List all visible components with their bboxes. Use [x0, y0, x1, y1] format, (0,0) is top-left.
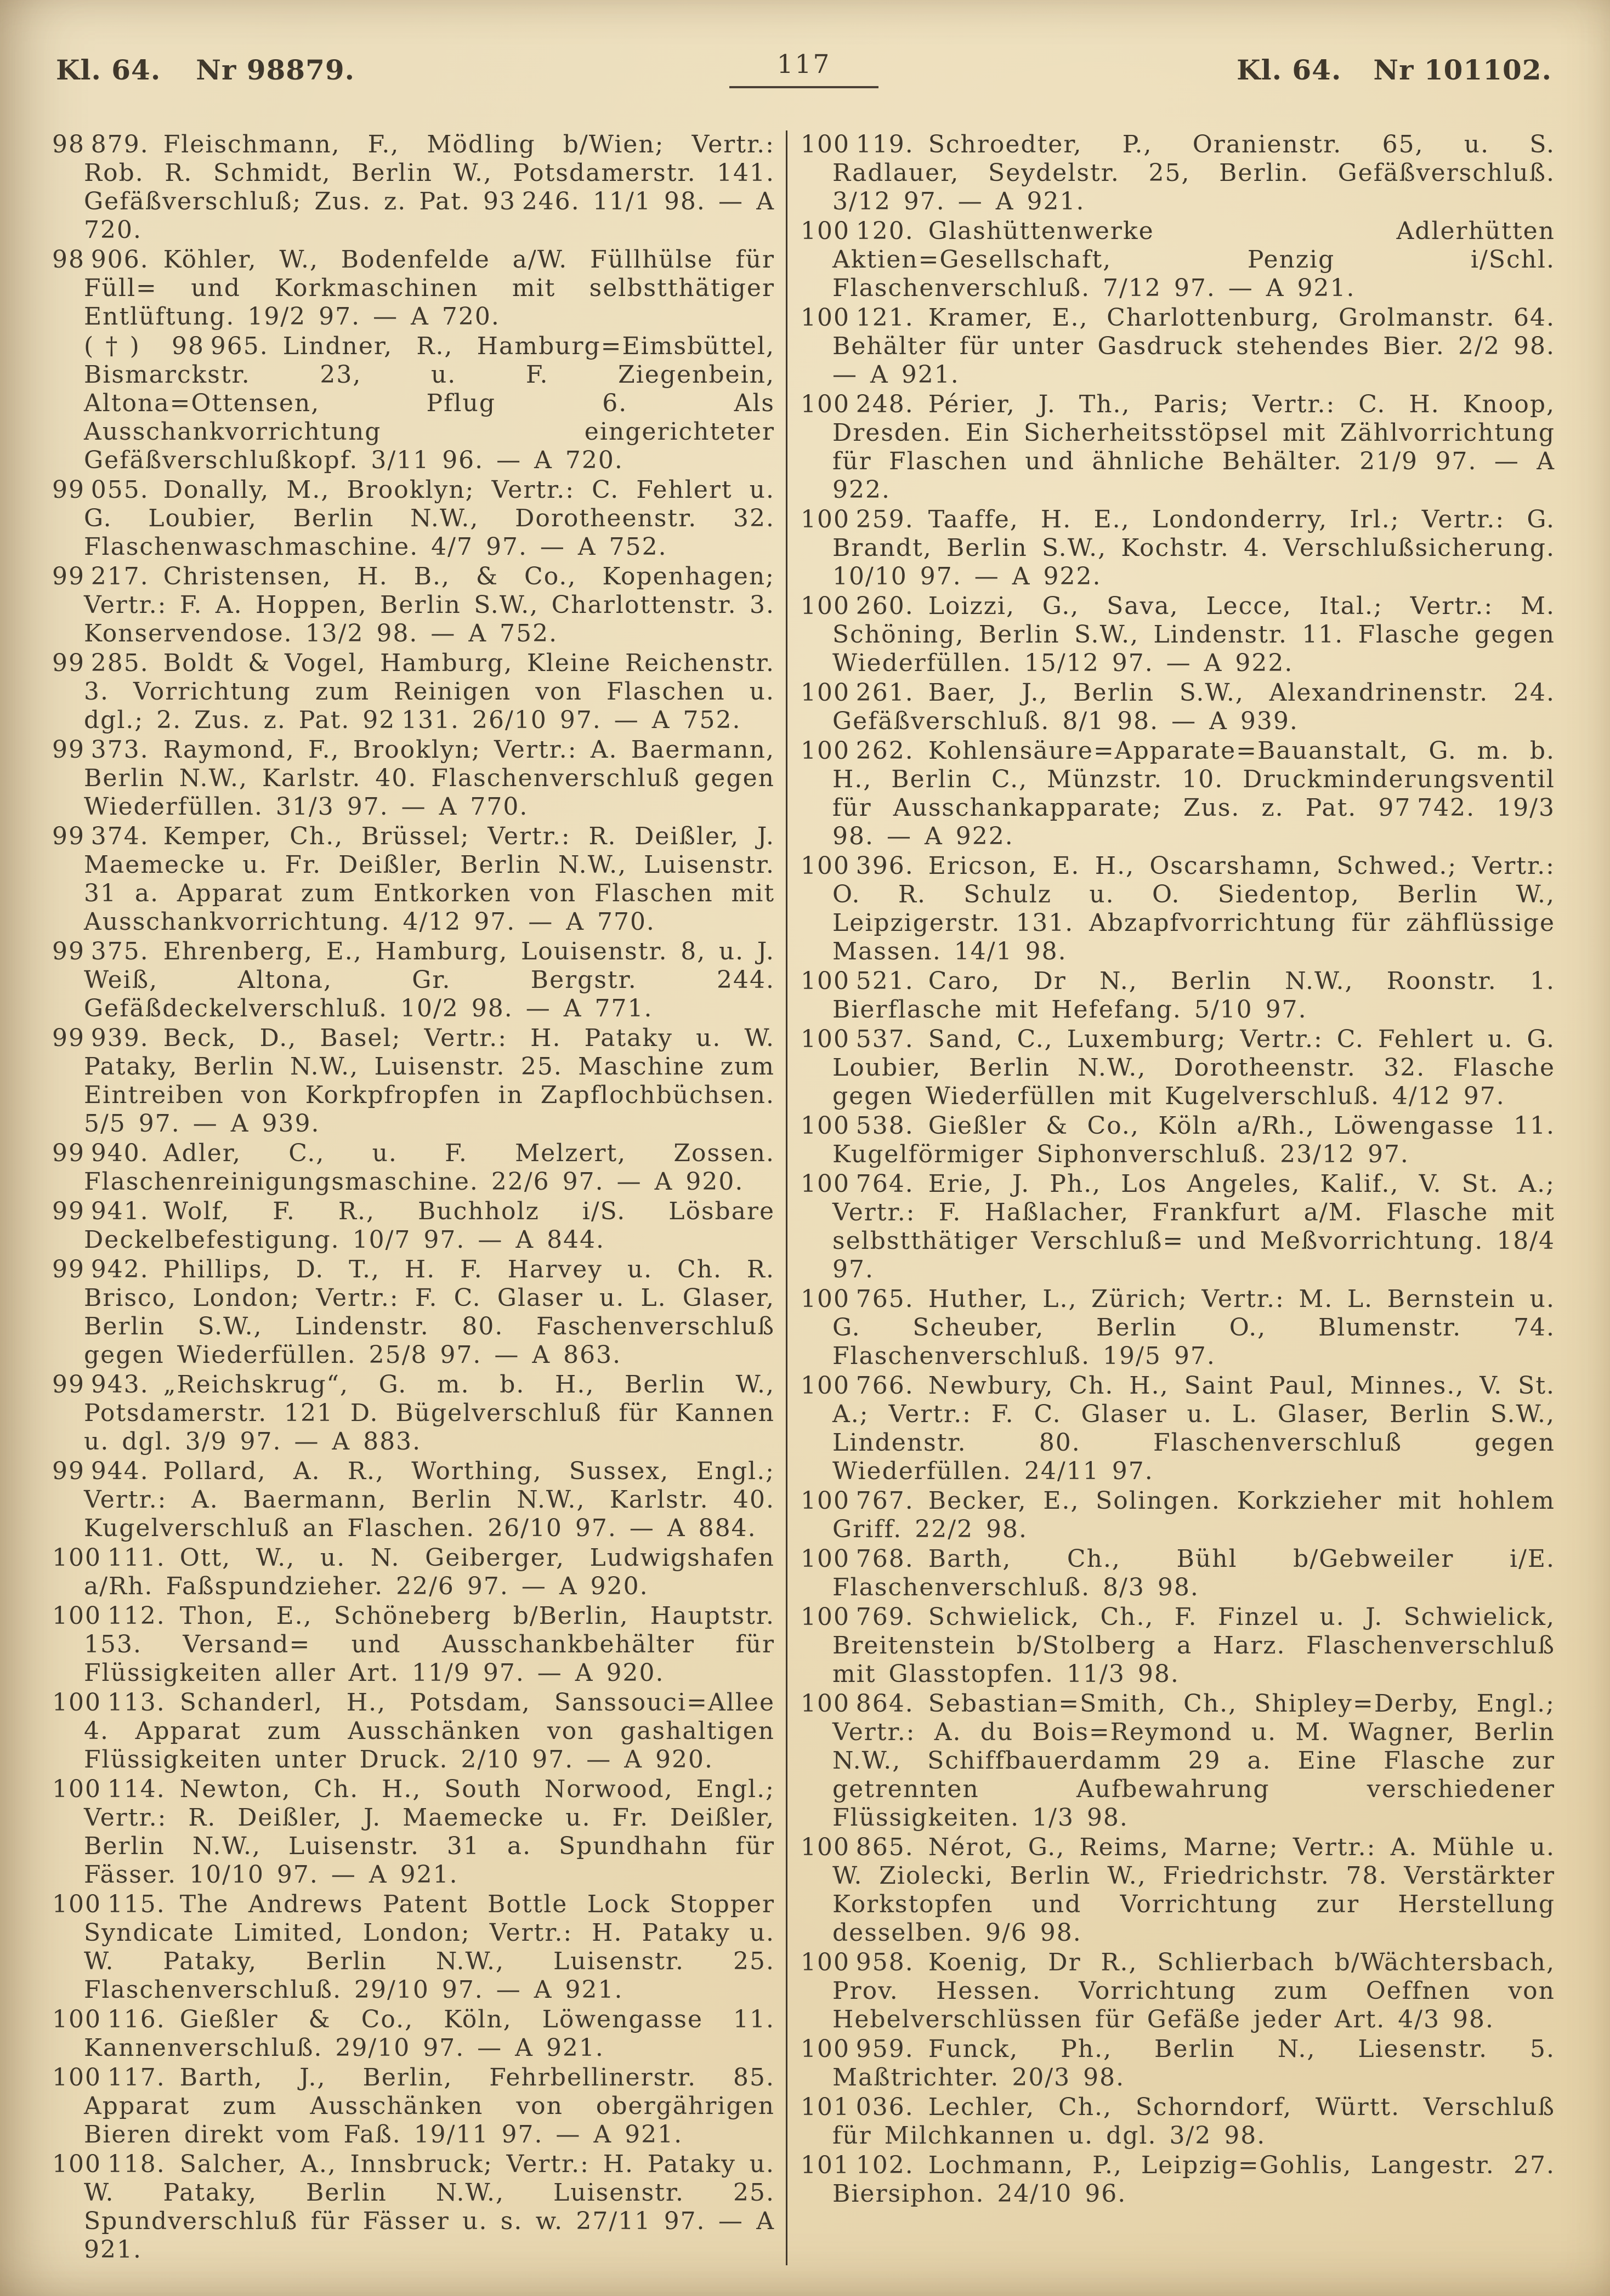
entry-text: Newbury, Ch. H., Saint Paul, Minnes., V. St. A.; Vertr.: F. C. Glaser u. L. Glaser, Berlin S.W., Lindenstr. 80. Flaschenverschluß gegen Wiederfüllen. 24/11 97.: [832, 1372, 1555, 1485]
patent-number: 100 111.: [52, 1544, 166, 1572]
patent-entry: [801, 304, 1555, 389]
entry-text: Gießler & Co., Köln, Löwengasse 11. Kannenverschluß. 29/10 97. — A 921.: [84, 2005, 775, 2062]
patent-entry: [52, 130, 775, 245]
text-columns: [52, 130, 1555, 2265]
entry-text: Ott, W., u. N. Geiberger, Ludwigshafen a/Rh. Faßspundzieher. 22/6 97. — A 920.: [84, 1544, 775, 1600]
entry-text: Glashüttenwerke Adlerhütten Aktien=Gesellschaft, Penzig i/Schl. Flaschenverschluß. 7/12 97. — A 921.: [832, 217, 1555, 302]
entry-text: Taaffe, H. E., Londonderry, Irl.; Vertr.: G. Brandt, Berlin S.W., Kochstr. 4. Verschlußsicherung. 10/10 97. — A 922.: [832, 505, 1555, 590]
entry-text: Adler, C., u. F. Melzert, Zossen. Flaschenreinigungsmaschine. 22/6 97. — A 920.: [84, 1139, 775, 1196]
patent-number: 100 117.: [52, 2064, 166, 2092]
patent-entry: [801, 1025, 1555, 1111]
patent-number: 100 765.: [801, 1285, 914, 1313]
patent-entry: [52, 562, 775, 648]
patent-entry: [52, 2150, 775, 2264]
patent-entry: [801, 1545, 1555, 1602]
patent-entry: [801, 852, 1555, 966]
patent-entry: [52, 1197, 775, 1254]
patent-number: 100 121.: [801, 304, 914, 332]
column-divider: [786, 130, 787, 2265]
entry-text: Kemper, Ch., Brüssel; Vertr.: R. Deißler, J. Maemecke u. Fr. Deißler, Berlin N.W., Luisenstr. 31 a. Apparat zum Entkorken von Flaschen mit Ausschankvorrichtung. 4/12 97. — A 770.: [84, 822, 775, 936]
patent-number: 100 112.: [52, 1602, 166, 1630]
patent-number: 100 119.: [801, 130, 914, 158]
patent-entry: [52, 246, 775, 331]
left-column: [52, 130, 775, 2265]
entry-text: Barth, J., Berlin, Fehrbellinerstr. 85. Apparat zum Ausschänken von obergährigen Bieren direkt vom Faß. 19/11 97. — A 921.: [84, 2064, 775, 2149]
patent-number: 100 120.: [801, 217, 914, 245]
patent-entry: [801, 1372, 1555, 1486]
patent-entry: [52, 332, 775, 475]
entry-text: Sebastian=Smith, Ch., Shipley=Derby, Engl.; Vertr.: A. du Bois=Reymond u. M. Wagner, Berlin N.W., Schiffbauerdamm 29 a. Eine Flasche zur getrennten Aufbewahrung verschiedener Flüssigkeiten. 1/3 98.: [832, 1690, 1555, 1832]
entry-text: Boldt & Vogel, Hamburg, Kleine Reichenstr. 3. Vorrichtung zum Reinigen von Flaschen u. dgl.; 2. Zus. z. Pat. 92 131. 26/10 97. — A 752.: [84, 649, 775, 734]
patent-entry: [52, 1890, 775, 2004]
patent-number: 99 373.: [52, 736, 149, 764]
patent-entry: [52, 937, 775, 1023]
patent-number: 100 864.: [801, 1690, 914, 1718]
expired-dagger-mark: (†): [84, 332, 164, 360]
patent-entry: [801, 737, 1555, 851]
patent-number: 99 941.: [52, 1197, 149, 1225]
patent-number: 100 769.: [801, 1603, 914, 1631]
patent-number: 100 260.: [801, 592, 914, 620]
patent-entry: [801, 1170, 1555, 1284]
patent-entry: [801, 217, 1555, 303]
entry-text: The Andrews Patent Bottle Lock Stopper Syndicate Limited, London; Vertr.: H. Pataky u. W. Pataky, Berlin N.W., Luisenstr. 25. Flaschenverschluß. 29/10 97. — A 921.: [84, 1890, 775, 2004]
entry-text: Beck, D., Basel; Vertr.: H. Pataky u. W. Pataky, Berlin N.W., Luisenstr. 25. Maschine zum Eintreiben von Korkpfropfen in Zapflochbüchsen. 5/5 97. — A 939.: [84, 1024, 775, 1138]
header-center: [729, 49, 878, 88]
entry-text: Christensen, H. B., & Co., Kopenhagen; Vertr.: F. A. Hoppen, Berlin S.W., Charlottenstr. 3. Konservendose. 13/2 98. — A 752.: [84, 562, 775, 647]
entry-text: Köhler, W., Bodenfelde a/W. Füllhülse für Füll= und Korkmaschinen mit selbstthätiger Entlüftung. 19/2 97. — A 720.: [84, 246, 775, 331]
patent-number: 98 879.: [52, 130, 149, 158]
patent-number: 100 396.: [801, 852, 914, 880]
patent-number: 100 768.: [801, 1545, 914, 1573]
entry-text: Wolf, F. R., Buchholz i/S. Lösbare Deckelbefestigung. 10/7 97. — A 844.: [84, 1197, 775, 1254]
patent-number: 99 939.: [52, 1024, 149, 1052]
header-right-class: Kl. 64.: [1237, 54, 1342, 86]
patent-number: 100 261.: [801, 679, 914, 707]
header-left-number: Nr 98879.: [196, 54, 355, 86]
header-right-number: Nr 101102.: [1373, 54, 1552, 86]
entry-text: Barth, Ch., Bühl b/Gebweiler i/E. Flaschenverschluß. 8/3 98.: [832, 1545, 1555, 1601]
patent-number: 99 944.: [52, 1457, 149, 1485]
patent-number: 100 114.: [52, 1775, 166, 1803]
right-column: [801, 130, 1555, 2265]
page-number-rule: [729, 86, 878, 88]
patent-entry: [801, 130, 1555, 216]
patent-number: 99 940.: [52, 1139, 149, 1167]
patent-entry: [52, 1544, 775, 1601]
patent-entry: [52, 1689, 775, 1774]
patent-entry: [801, 1690, 1555, 1832]
patent-number: 99 217.: [52, 562, 149, 590]
patent-entry: [801, 505, 1555, 591]
entry-text: Kohlensäure=Apparate=Bauanstalt, G. m. b. H., Berlin C., Münzstr. 10. Druckminderungsventil für Ausschankapparate; Zus. z. Pat. 97 742. 19/3 98. — A 922.: [832, 737, 1555, 850]
entry-text: Kramer, E., Charlottenburg, Grolmanstr. 64. Behälter für unter Gasdruck stehendes Bier. 2/2 98. — A 921.: [832, 304, 1555, 389]
entry-text: Pollard, A. R., Worthing, Sussex, Engl.; Vertr.: A. Baermann, Berlin N.W., Karlstr. 40. Kugelverschluß an Flaschen. 26/10 97. — A 884.: [84, 1457, 775, 1542]
entry-text: Schwielick, Ch., F. Finzel u. J. Schwielick, Breitenstein b/Stolberg a Harz. Flaschenverschluß mit Glasstopfen. 11/3 98.: [832, 1603, 1555, 1688]
patent-number: 101 036.: [801, 2093, 914, 2121]
patent-entry: [52, 1139, 775, 1196]
entry-text: Huther, L., Zürich; Vertr.: M. L. Bernstein u. G. Scheuber, Berlin O., Blumenstr. 74. Flaschenverschluß. 19/5 97.: [832, 1285, 1555, 1370]
patent-entry: [52, 649, 775, 735]
patent-entry: [52, 822, 775, 936]
patent-entry: [801, 679, 1555, 736]
patent-entry: [801, 1603, 1555, 1689]
entry-text: Nérot, G., Reims, Marne; Vertr.: A. Mühle u. W. Ziolecki, Berlin W., Friedrichstr. 78. Verstärkter Korkstopfen und Vorrichtung zur Herstellung desselben. 9/6 98.: [832, 1833, 1555, 1947]
patent-number: 100 521.: [801, 967, 914, 995]
patent-entry: [801, 1833, 1555, 1947]
patent-entry: [52, 2005, 775, 2062]
entry-text: Lechler, Ch., Schorndorf, Württ. Verschluß für Milchkannen u. dgl. 3/2 98.: [832, 2093, 1555, 2150]
entry-text: Sand, C., Luxemburg; Vertr.: C. Fehlert u. G. Loubier, Berlin N.W., Dorotheenstr. 32. Flasche gegen Wiederfüllen mit Kugelverschluß. 4/12 97.: [832, 1025, 1555, 1110]
patent-entry: [801, 390, 1555, 504]
entry-text: Thon, E., Schöneberg b/Berlin, Hauptstr. 153. Versand= und Ausschankbehälter für Flüssigkeiten aller Art. 11/9 97. — A 920.: [84, 1602, 775, 1687]
entry-text: Becker, E., Solingen. Korkzieher mit hohlem Griff. 22/2 98.: [832, 1487, 1555, 1543]
patent-number: 100 259.: [801, 505, 914, 533]
patent-entry: [52, 736, 775, 821]
entry-text: Phillips, D. T., H. F. Harvey u. Ch. R. Brisco, London; Vertr.: F. C. Glaser u. L. Glaser, Berlin S.W., Lindenstr. 80. Faschenverschluß gegen Wiederfüllen. 25/8 97. — A 863.: [84, 1255, 775, 1369]
patent-entry: [801, 1285, 1555, 1371]
patent-entry: [801, 592, 1555, 678]
patent-entry: [52, 1775, 775, 1889]
patent-number: 100 959.: [801, 2035, 914, 2063]
header-right: [1237, 54, 1552, 86]
page-number: 117: [776, 49, 831, 79]
patent-entry: [801, 2093, 1555, 2150]
patent-entry: [801, 1487, 1555, 1544]
patent-entry: [52, 476, 775, 561]
patent-number: 100 262.: [801, 737, 914, 765]
header-left: [56, 54, 355, 86]
patent-number: 100 766.: [801, 1372, 914, 1400]
entry-text: Caro, Dr N., Berlin N.W., Roonstr. 1. Bierflasche mit Hefefang. 5/10 97.: [832, 967, 1555, 1024]
entry-text: „Reichskrug“, G. m. b. H., Berlin W., Potsdamerstr. 121 D. Bügelverschluß für Kannen u. dgl. 3/9 97. — A 883.: [84, 1371, 775, 1456]
patent-number: 98 965.: [172, 332, 269, 360]
entry-text: Fleischmann, F., Mödling b/Wien; Vertr.: Rob. R. Schmidt, Berlin W., Potsdamerstr. 141. Gefäßverschluß; Zus. z. Pat. 93 246. 11/1 98. — A 720.: [84, 130, 775, 244]
patent-entry: [801, 1112, 1555, 1169]
patent-number: 100 116.: [52, 2005, 166, 2033]
patent-entry: [801, 2151, 1555, 2208]
patent-entry: [801, 967, 1555, 1024]
patent-number: 100 538.: [801, 1112, 914, 1140]
patent-number: 100 764.: [801, 1170, 914, 1198]
patent-entry: [52, 1371, 775, 1456]
patent-number: 99 055.: [52, 476, 149, 504]
patent-entry: [52, 1024, 775, 1138]
patent-number: 100 958.: [801, 1948, 914, 1976]
entry-text: Baer, J., Berlin S.W., Alexandrinenstr. 24. Gefäßverschluß. 8/1 98. — A 939.: [832, 679, 1555, 735]
patent-number: 100 115.: [52, 1890, 166, 1918]
patent-entry: [801, 1948, 1555, 2034]
patent-entry: [52, 2064, 775, 2149]
entry-text: Gießler & Co., Köln a/Rh., Löwengasse 11. Kugelförmiger Siphonverschluß. 23/12 97.: [832, 1112, 1555, 1168]
patent-number: 99 375.: [52, 937, 149, 965]
patent-number: 100 248.: [801, 390, 914, 418]
entry-text: Salcher, A., Innsbruck; Vertr.: H. Pataky u. W. Pataky, Berlin N.W., Luisenstr. 25. Spundverschluß für Fässer u. s. w. 27/11 97. — A 921.: [84, 2150, 775, 2264]
entry-text: Schroedter, P., Oranienstr. 65, u. S. Radlauer, Seydelstr. 25, Berlin. Gefäßverschluß. 3/12 97. — A 921.: [832, 130, 1555, 215]
entry-text: Lochmann, P., Leipzig=Gohlis, Langestr. 27. Biersiphon. 24/10 96.: [832, 2151, 1555, 2208]
entry-text: Loizzi, G., Sava, Lecce, Ital.; Vertr.: M. Schöning, Berlin S.W., Lindenstr. 11. Flasche gegen Wiederfüllen. 15/12 97. — A 922.: [832, 592, 1555, 677]
entry-text: Lindner, R., Hamburg=Eimsbüttel, Bismarckstr. 23, u. F. Ziegenbein, Altona=Ottensen, Pflug 6. Als Ausschankvorrichtung eingerichteter Gefäßverschlußkopf. 3/11 96. — A 720.: [84, 332, 775, 474]
entry-text: Koenig, Dr R., Schlierbach b/Wächtersbach, Prov. Hessen. Vorrichtung zum Oeffnen von Hebelverschlüssen für Gefäße jeder Art. 4/3 98.: [832, 1948, 1555, 2033]
entry-text: Ericson, E. H., Oscarshamn, Schwed.; Vertr.: O. R. Schulz u. O. Siedentop, Berlin W., Leipzigerstr. 131. Abzapfvorrichtung für zähflüssige Massen. 14/1 98.: [832, 852, 1555, 965]
entry-text: Erie, J. Ph., Los Angeles, Kalif., V. St. A.; Vertr.: F. Haßlacher, Frankfurt a/M. Flasche mit selbstthätiger Verschluß= und Meßvorrichtung. 18/4 97.: [832, 1170, 1555, 1283]
patent-number: 99 374.: [52, 822, 149, 850]
patent-number: 100 118.: [52, 2150, 166, 2178]
patent-number: 100 767.: [801, 1487, 914, 1515]
patent-number: 100 865.: [801, 1833, 914, 1861]
patent-entry: [52, 1457, 775, 1543]
entry-text: Donally, M., Brooklyn; Vertr.: C. Fehlert u. G. Loubier, Berlin N.W., Dorotheenstr. 32. Flaschenwaschmaschine. 4/7 97. — A 752.: [84, 476, 775, 561]
patent-number: 98 906.: [52, 246, 149, 274]
header-left-class: Kl. 64.: [56, 54, 161, 86]
entry-text: Funck, Ph., Berlin N., Liesenstr. 5. Maßtrichter. 20/3 98.: [832, 2035, 1555, 2092]
entry-text: Périer, J. Th., Paris; Vertr.: C. H. Knoop, Dresden. Ein Sicherheitsstöpsel mit Zählvorrichtung für Flaschen und ähnliche Behälter. 21/9 97. — A 922.: [832, 390, 1555, 504]
patent-number: 99 943.: [52, 1371, 149, 1399]
entry-text: Newton, Ch. H., South Norwood, Engl.; Vertr.: R. Deißler, J. Maemecke u. Fr. Deißler, Berlin N.W., Luisenstr. 31 a. Spundhahn für Fässer. 10/10 97. — A 921.: [84, 1775, 775, 1889]
patent-number: 99 942.: [52, 1255, 149, 1283]
patent-number: 100 537.: [801, 1025, 914, 1053]
patent-number: 99 285.: [52, 649, 149, 677]
patent-number: 100 113.: [52, 1689, 166, 1717]
patent-number: 101 102.: [801, 2151, 914, 2179]
entry-text: Raymond, F., Brooklyn; Vertr.: A. Baermann, Berlin N.W., Karlstr. 40. Flaschenverschluß gegen Wiederfüllen. 31/3 97. — A 770.: [84, 736, 775, 821]
entry-text: Ehrenberg, E., Hamburg, Louisenstr. 8, u. J. Weiß, Altona, Gr. Bergstr. 244. Gefäßdeckelverschluß. 10/2 98. — A 771.: [84, 937, 775, 1022]
patent-entry: [52, 1255, 775, 1369]
patent-entry: [52, 1602, 775, 1687]
patent-entry: [801, 2035, 1555, 2092]
entry-text: Schanderl, H., Potsdam, Sanssouci=Allee 4. Apparat zum Ausschänken von gashaltigen Flüssigkeiten unter Druck. 2/10 97. — A 920.: [84, 1689, 775, 1774]
